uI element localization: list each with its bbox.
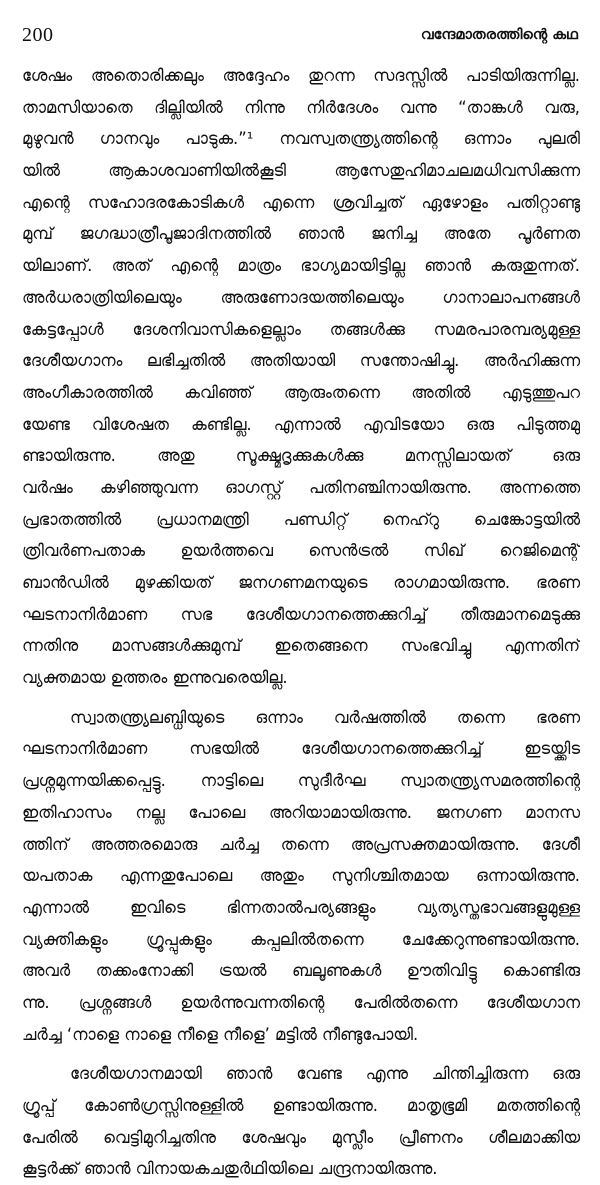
text-line: ന്നതിനു മാസങ്ങൾക്കുമുമ്പ് ഇതെങ്ങനെ സംഭവിച്ചു എന്നതിന് xyxy=(22,636,580,656)
text-line: എന്റെ സഹോദരകോടികൾ എന്നെ ശ്രവിച്ചത് ഏഴോളം പതിറ്റാണ്ടു xyxy=(22,192,580,212)
text-line: അവർ തക്കംനോക്കി ട്രയൽ ബലൂണുകൾ ഊതിവിട്ടു കൊണ്ടിരു xyxy=(22,961,580,981)
text-line: ചർച്ച ‘നാളെ നാളെ നീളെ നീളെ’ മട്ടിൽ നീണ്ടുപോയി. xyxy=(22,1024,419,1044)
text-line: ദേശീയഗാനം ലഭിച്ചതിൽ അതിയായി സന്തോഷിച്ചു. അർഹിക്കുന്ന xyxy=(22,351,580,371)
text-line: ണ്ടായിരുന്നു. അതു സൂക്ഷ്മദൃക്കുകൾക്കു മനസ്സിലായത് ഒരു xyxy=(22,446,580,466)
page-number: 200 xyxy=(22,23,54,46)
text-line: പേരിൽ വെട്ടിമുറിച്ചതിനു ശേഷവും മുസ്ലീം പ്രീണനം ശീലമാക്കിയ xyxy=(22,1127,580,1147)
text-line: ഘടനാനിർമാണ സഭയിൽ ദേശീയഗാനത്തെക്കുറിച്ച് ഇടയ്ക്കിട xyxy=(22,739,580,759)
text-line: ത്തിന് അത്തരമൊരു ചർച്ച തന്നെ അപ്രസക്തമായിരുന്നു. ദേശീ xyxy=(22,834,580,854)
text-line: സ്വാതന്ത്ര്യലബ്ധിയുടെ ഒന്നാം വർഷത്തിൽ തന്നെ ഭരണ xyxy=(70,707,580,727)
text-line: വ്യക്തികളും ഗ്രൂപ്പുകളും കപ്പലിൽതന്നെ ചേക്കേറുന്നുണ്ടായിരുന്നു. xyxy=(22,929,580,949)
text-line: ന്നു. പ്രശ്നങ്ങൾ ഉയർന്നുവന്നതിന്റെ പേരിൽതന്നെ ദേശീയഗാന xyxy=(22,992,580,1012)
text-line: ഘടനാനിർമാണ സഭ ദേശീയഗാനത്തെക്കുറിച്ച് തീരുമാനമെടുക്കു xyxy=(22,604,580,624)
text-line: അംഗീകാരത്തിൽ കവിഞ്ഞ് ആരുംതന്നെ അതിൽ എടുത്തുപറ xyxy=(22,382,580,402)
text-line: പ്രശ്നമുന്നയിക്കപ്പെട്ടു. നാട്ടിലെ സുദീർഘ സ്വാതന്ത്ര്യസമരത്തിന്റെ xyxy=(22,771,580,791)
text-line: വർഷം കഴിഞ്ഞുവന്ന ഓഗസ്റ്റ് പതിനഞ്ചിനായിരുന്നു. അന്നത്തെ xyxy=(22,477,580,497)
body-text xyxy=(22,60,580,1185)
text-line: ദേശീയഗാനമായി ഞാൻ വേണ്ട എന്നു ചിന്തിച്ചിരുന്ന ഒരു xyxy=(70,1064,580,1084)
paragraph xyxy=(22,702,580,1051)
text-line: താമസിയാതെ ദില്ലിയിൽ നിന്നു നിർദേശം വന്നു “താങ്കൾ വരു, xyxy=(22,97,580,117)
text-line: ഇതിഹാസം നല്ല പോലെ അറിയാമായിരുന്നു. ജനഗണ മാനസ xyxy=(22,802,580,822)
text-line: യേണ്ട വിശേഷത കണ്ടില്ല. എന്നാൽ എവിടയോ ഒരു പിടുത്തമു xyxy=(22,414,580,434)
text-line: അർധരാത്രിയിലെയും അരുണോദയത്തിലെയും ഗാനാലാപനങ്ങൾ xyxy=(22,287,580,307)
text-line: കൂട്ടർക്ക് ഞാൻ വിനായകചതുർഥിയിലെ ചന്ദ്രനായിരുന്നു. xyxy=(22,1159,438,1179)
text-line: കേട്ടപ്പോൾ ദേശനിവാസികളെല്ലാം തങ്ങൾക്കു സമരപാരമ്പര്യമുള്ള xyxy=(22,319,580,339)
paragraph-gap xyxy=(22,694,580,702)
text-line: ബാൻഡിൽ മുഴക്കിയത് ജനഗണമനയുടെ രാഗമായിരുന്നു. ഭരണ xyxy=(22,573,580,592)
paragraph xyxy=(22,1058,580,1185)
paragraph xyxy=(22,60,580,694)
text-line: യപതാക എന്നതുപോലെ അതും സുനിശ്ചിതമായ ഒന്നായിരുന്നു. xyxy=(22,866,580,886)
paragraph-gap xyxy=(22,1050,580,1058)
page-header xyxy=(22,22,578,48)
text-line: ത്രിവർണപതാക ഉയർത്തവെ സെൻട്രൽ സിഖ് റെജിമെന്റ് xyxy=(22,541,580,561)
text-line: എന്നാൽ ഇവിടെ ഭിന്നതാൽപര്യങ്ങളും വ്യത്യസ്തഭാവങ്ങളുമുള്ള xyxy=(22,897,580,917)
text-line: മുമ്പ് ജഗദ്ധാത്രീപൂജാദിനത്തിൽ ഞാൻ ജനിച്ച അതേ പൂർണത xyxy=(22,224,580,244)
text-line: മുഴുവൻ ഗാനവും പാടുക.”¹ നവസ്വതന്ത്ര്യത്തിന്റെ ഒന്നാം പുലരി xyxy=(22,129,580,149)
running-head: വന്ദേമാതരത്തിന്റെ കഥ xyxy=(420,27,578,43)
text-line: യിലാണ്. അത് എന്റെ മാത്രം ഭാഗ്യമായിട്ടില്ല ഞാൻ കരുതുന്നത്. xyxy=(22,256,580,276)
text-line: ഗ്രൂപ്പ് കോൺഗ്രസ്സിനുള്ളിൽ ഉണ്ടായിരുന്നു. മാതൃഭൂമി മതത്തിന്റെ xyxy=(22,1096,580,1115)
text-line: വ്യക്തമായ ഉത്തരം ഇന്നുവരെയില്ല. xyxy=(22,668,288,688)
text-line: ശേഷം അതൊരിക്കലും അദ്ദേഹം തുറന്ന സദസ്സിൽ പാടിയിരുന്നില്ല. xyxy=(22,66,580,85)
text-line: യിൽ ആകാശവാണിയിൽകൂടി ആസേതുഹിമാചലമധിവസിക്കുന്ന xyxy=(22,161,580,181)
text-line: പ്രഭാതത്തിൽ പ്രധാനമന്ത്രി പണ്ഡിറ്റ് നെഹ്റു ചെങ്കോട്ടയിൽ xyxy=(22,509,580,529)
